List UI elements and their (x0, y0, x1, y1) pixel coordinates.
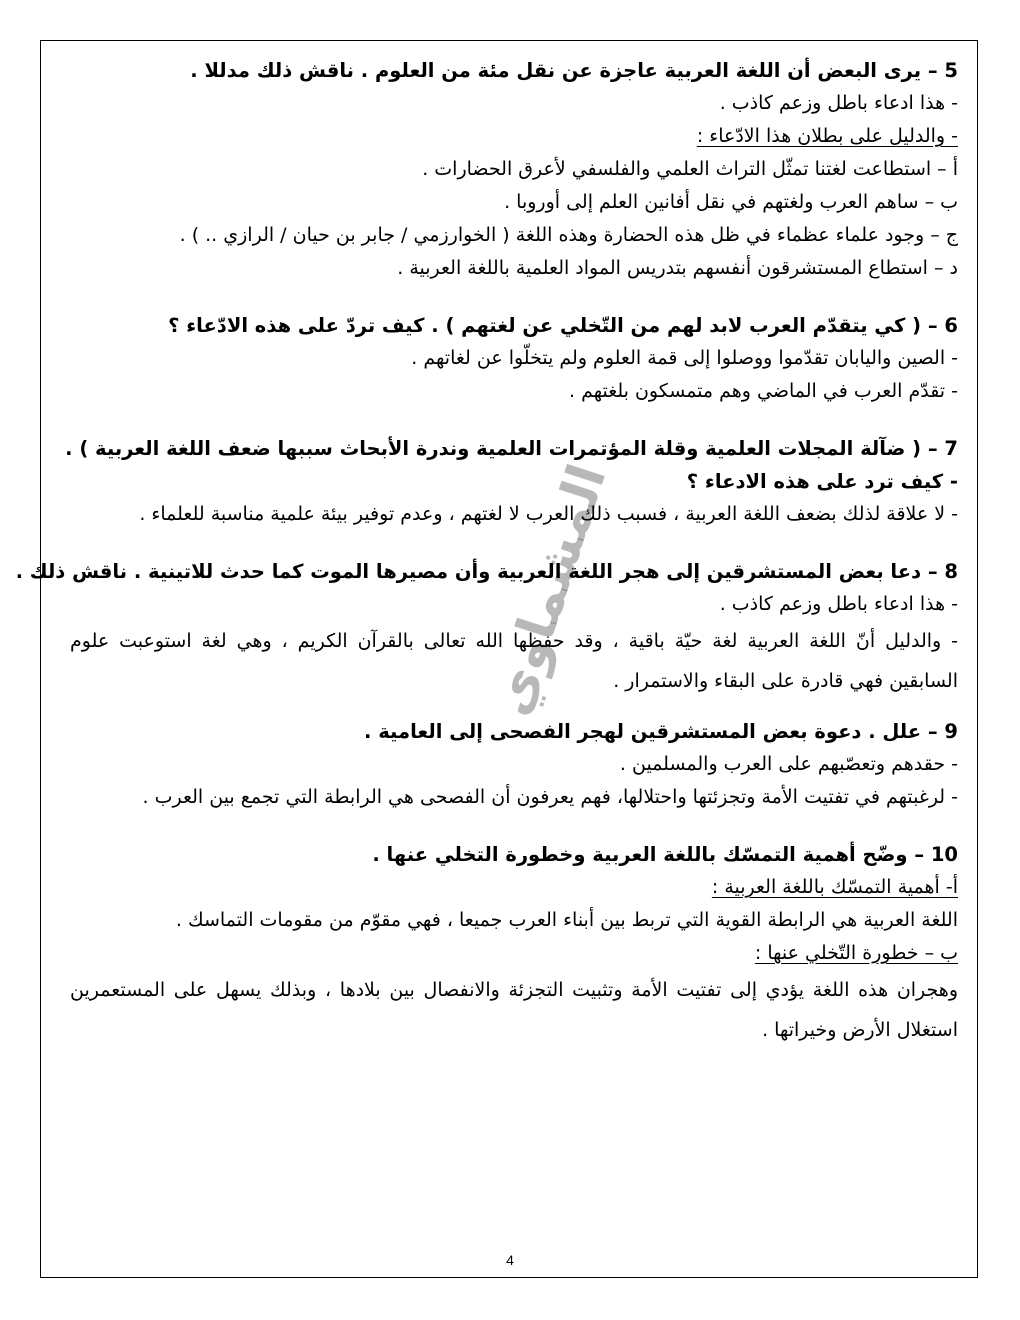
q5-answer-1: - هذا ادعاء باطل وزعم كاذب . (719, 92, 958, 114)
question-7-subtitle: - كيف ترد على هذه الادعاء ؟ (686, 470, 958, 493)
question-7-title: 7 – ( ضآلة المجلات العلمية وقلة المؤتمرات العلمية وندرة الأبحاث سببها ضعف اللغة العربية ) . (65, 437, 958, 460)
q6-answer-2: - تقدّم العرب في الماضي وهم متمسكون بلغتهم . (568, 380, 958, 402)
page-number: 4 (506, 1252, 514, 1268)
q5-answer-6: د – استطاع المستشرقون أنفسهم بتدريس المواد العلمية باللغة العربية . (397, 257, 958, 279)
question-9-title: 9 – علل . دعوة بعض المستشرقين لهجر الفصحى إلى العامية . (364, 720, 958, 743)
q10-answer-1: اللغة العربية هي الرابطة القوية التي تربط بين أبناء العرب جميعا ، فهي مقوّم من مقومات التماسك . (175, 909, 958, 931)
question-6-title: 6 – ( كي يتقدّم العرب لابد لهم من التّخلي عن لغتهم ) . كيف تردّ على هذه الادّعاء ؟ (168, 314, 958, 337)
question-5-title: 5 – يرى البعض أن اللغة العربية عاجزة عن نقل مئة من العلوم . ناقش ذلك مدللا . (190, 59, 958, 82)
document-body (15, 54, 958, 1050)
q10-heading-2: ب – خطورة التّخلي عنها : (754, 942, 958, 964)
q5-answer-4: ب – ساهم العرب ولغتهم في نقل أفانين العلم إلى أوروبا . (504, 191, 958, 213)
q10-heading-1: أ- أهمية التمسّك باللغة العربية : (711, 876, 958, 898)
q9-answer-2: - لرغبتهم في تفتيت الأمة وتجزئتها واحتلالها، فهم يعرفون أن الفصحى هي الرابطة التي تجمع بين العرب . (142, 786, 958, 808)
question-8-title: 8 – دعا بعض المستشرقين إلى هجر اللغة العربية وأن مصيرها الموت كما حدث للاتينية . ناقش ذلك . (15, 560, 958, 583)
q5-answer-2: - والدليل على بطلان هذا الادّعاء : (696, 125, 958, 147)
q6-answer-1: - الصين واليابان تقدّموا ووصلوا إلى قمة العلوم ولم يتخلّوا عن لغاتهم . (411, 347, 958, 369)
question-10-title: 10 – وضّح أهمية التمسّك باللغة العربية وخطورة التخلي عنها . (372, 843, 958, 866)
q8-answer-2: - والدليل أنّ اللغة العربية لغة حيّة باقية ، وقد حفظها الله تعالى بالقرآن الكريم ، وهي لغة استوعبت علوم السابقين فهي قادرة على البقاء والاستمرار . (70, 630, 958, 692)
watermark: المشماوي (481, 457, 619, 723)
q9-answer-1: - حقدهم وتعصّبهم على العرب والمسلمين . (619, 753, 958, 775)
q10-answer-2: وهجران هذه اللغة يؤدي إلى تفتيت الأمة وتثبيت التجزئة والانفصال بين بلادها ، وبذلك يسهل على المستعمرين استغلال الأرض وخيراتها . (70, 979, 958, 1041)
q5-answer-5: ج – وجود علماء عظماء في ظل هذه الحضارة وهذه اللغة ( الخوارزمي / جابر بن حيان / الرازي .. ) . (179, 224, 958, 246)
q5-answer-3: أ – استطاعت لغتنا تمثّل التراث العلمي والفلسفي لأعرق الحضارات . (422, 158, 958, 180)
q8-answer-1: - هذا ادعاء باطل وزعم كاذب . (719, 593, 958, 615)
q7-answer-1: - لا علاقة لذلك بضعف اللغة العربية ، فسبب ذلك العرب لا لغتهم ، وعدم توفير بيئة علمية مناسبة للعلماء . (139, 503, 958, 525)
